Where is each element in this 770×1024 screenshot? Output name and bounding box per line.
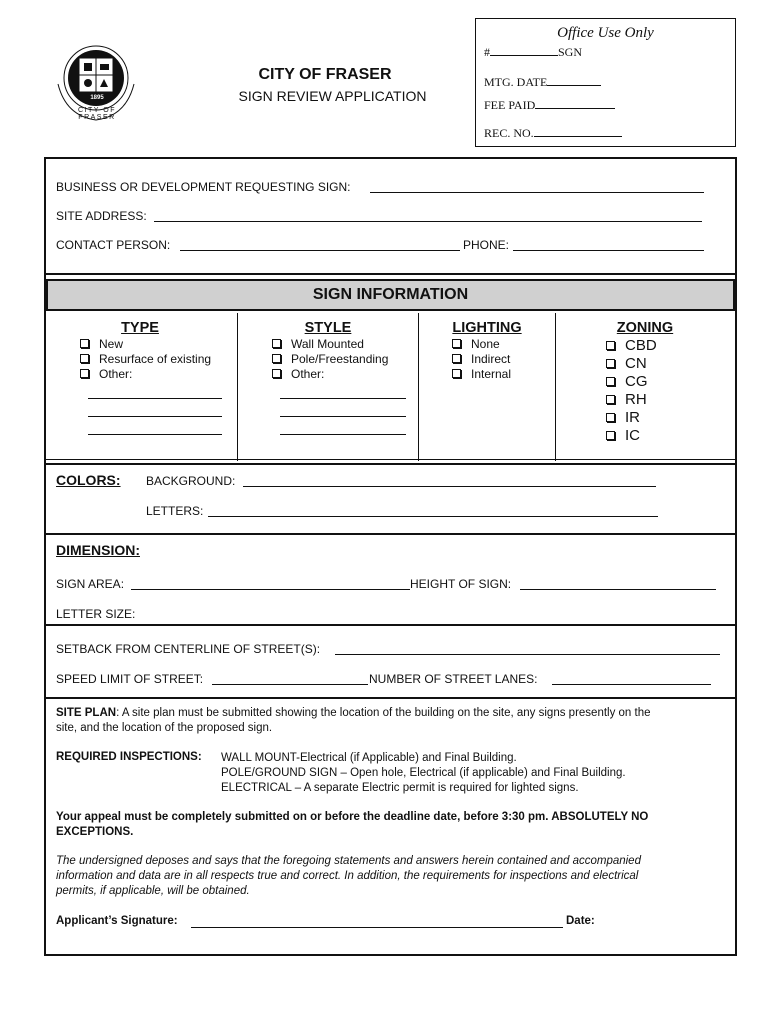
office-mtg-date: MTG. DATE (484, 74, 601, 90)
letters-label: LETTERS: (146, 504, 204, 518)
checkbox-icon[interactable] (606, 431, 615, 440)
sign-info-title: SIGN INFORMATION (312, 286, 469, 303)
city-title: CITY OF FRASER (258, 66, 392, 83)
zoning-option[interactable]: CN (606, 355, 657, 373)
divider (44, 459, 737, 460)
business-field[interactable] (370, 192, 704, 193)
office-fee-paid: FEE PAID (484, 97, 615, 113)
site-plan-note: SITE PLAN: A site plan must be submitted showing the location of the building on the site, any signs presently on the site, and the location of the proposed sign. (56, 707, 651, 734)
date-label: Date: (566, 915, 595, 927)
city-seal (52, 40, 142, 126)
height-label: HEIGHT OF SIGN: (410, 577, 512, 591)
zoning-option[interactable]: IC (606, 427, 657, 445)
office-number-line[interactable] (490, 44, 558, 56)
style-other-line[interactable] (280, 416, 406, 417)
zoning-option[interactable]: IR (606, 409, 657, 427)
speed-field[interactable] (212, 684, 368, 685)
checkbox-icon[interactable] (272, 354, 281, 363)
phone-field[interactable] (513, 250, 704, 251)
type-other-line[interactable] (88, 434, 222, 435)
type-other-line[interactable] (88, 416, 222, 417)
form-subtitle: SIGN REVIEW APPLICATION (238, 88, 427, 104)
site-plan-label: SITE PLAN (56, 707, 117, 719)
height-field[interactable] (520, 589, 716, 590)
lighting-option[interactable]: Indirect (452, 352, 511, 367)
lighting-options (452, 337, 511, 382)
divider (44, 273, 737, 275)
office-use-box (475, 18, 736, 147)
divider (44, 697, 737, 699)
style-option[interactable]: Wall Mounted (272, 337, 388, 352)
site-address-field[interactable] (154, 221, 702, 222)
office-use-title: Office Use Only (557, 25, 654, 41)
signature-field[interactable] (191, 927, 563, 928)
contact-field[interactable] (180, 250, 460, 251)
divider (44, 463, 737, 465)
inspections-label: REQUIRED INSPECTIONS: (56, 751, 202, 763)
type-heading: TYPE (121, 320, 159, 336)
checkbox-icon[interactable] (606, 341, 615, 350)
seal-year: 1895 (90, 95, 104, 101)
appeal-note: Your appeal must be completely submitted on or before the deadline date, before 3:30 pm. ABSOLUTELY NO EXCEPTIONS. (56, 811, 649, 838)
divider (44, 533, 737, 535)
sign-area-label: SIGN AREA: (56, 577, 125, 591)
setback-field[interactable] (335, 654, 720, 655)
style-option[interactable]: Other: (272, 367, 388, 382)
checkbox-icon[interactable] (606, 359, 615, 368)
sign-info-header (46, 279, 735, 311)
background-field[interactable] (243, 486, 656, 487)
style-other-line[interactable] (280, 398, 406, 399)
rec-no-line[interactable] (534, 125, 622, 137)
type-option[interactable]: Resurface of existing (80, 352, 211, 367)
checkbox-icon[interactable] (452, 354, 461, 363)
checkbox-icon[interactable] (606, 413, 615, 422)
zoning-option[interactable]: CG (606, 373, 657, 391)
fee-paid-line[interactable] (535, 97, 615, 109)
divider (44, 624, 737, 626)
speed-label: SPEED LIMIT OF STREET: (56, 672, 204, 686)
deposition-note: The undersigned deposes and says that the foregoing statements and answers herein contained and accompanied information and data are in all respects true and correct. In addition, the requirements for inspections and electrical permits, if applicable, will be obtained. (56, 855, 641, 897)
column-divider (237, 313, 238, 461)
checkbox-icon[interactable] (272, 369, 281, 378)
mtg-date-line[interactable] (547, 74, 601, 86)
lighting-option[interactable]: Internal (452, 367, 511, 382)
lanes-label: NUMBER OF STREET LANES: (369, 672, 538, 686)
checkbox-icon[interactable] (80, 354, 89, 363)
contact-row: CONTACT PERSON: (56, 238, 171, 252)
letters-field[interactable] (208, 516, 658, 517)
phone-label: PHONE: (463, 238, 510, 252)
zoning-option[interactable]: RH (606, 391, 657, 409)
zoning-option[interactable]: CBD (606, 337, 657, 355)
zoning-options (606, 337, 657, 445)
checkbox-icon[interactable] (452, 339, 461, 348)
column-divider (418, 313, 419, 461)
style-heading: STYLE (304, 320, 352, 336)
type-option[interactable]: Other: (80, 367, 211, 382)
lanes-field[interactable] (552, 684, 711, 685)
seal-ring-text: CITY OF FRASER (78, 107, 116, 121)
colors-heading: COLORS: (56, 472, 121, 488)
office-rec-no: REC. NO. (484, 125, 622, 141)
dimension-heading: DIMENSION: (56, 542, 140, 558)
lighting-heading: LIGHTING (452, 320, 522, 336)
checkbox-icon[interactable] (272, 339, 281, 348)
lighting-option[interactable]: None (452, 337, 511, 352)
background-label: BACKGROUND: (146, 474, 236, 488)
checkbox-icon[interactable] (606, 395, 615, 404)
business-row: BUSINESS OR DEVELOPMENT REQUESTING SIGN: (56, 180, 351, 194)
office-number: # SGN (484, 45, 583, 59)
column-divider (555, 313, 556, 461)
zoning-heading: ZONING (616, 320, 674, 336)
site-address-row: SITE ADDRESS: (56, 209, 147, 223)
checkbox-icon[interactable] (80, 339, 89, 348)
setback-label: SETBACK FROM CENTERLINE OF STREET(S): (56, 642, 321, 656)
type-option[interactable]: New (80, 337, 211, 352)
type-options (80, 337, 211, 382)
signature-label: Applicant’s Signature: (56, 915, 178, 927)
style-other-line[interactable] (280, 434, 406, 435)
sign-area-field[interactable] (131, 589, 410, 590)
checkbox-icon[interactable] (606, 377, 615, 386)
checkbox-icon[interactable] (80, 369, 89, 378)
style-option[interactable]: Pole/Freestanding (272, 352, 388, 367)
type-other-line[interactable] (88, 398, 222, 399)
inspections-list: WALL MOUNT-Electrical (if Applicable) and Final Building. POLE/GROUND SIGN – Open hole, Electrical (if applicable) and Final Building. ELECTRICAL – A separate Electric permit is required for lighted signs. (221, 752, 626, 794)
checkbox-icon[interactable] (452, 369, 461, 378)
style-options (272, 337, 388, 382)
letter-size-label: LETTER SIZE: (56, 607, 136, 621)
